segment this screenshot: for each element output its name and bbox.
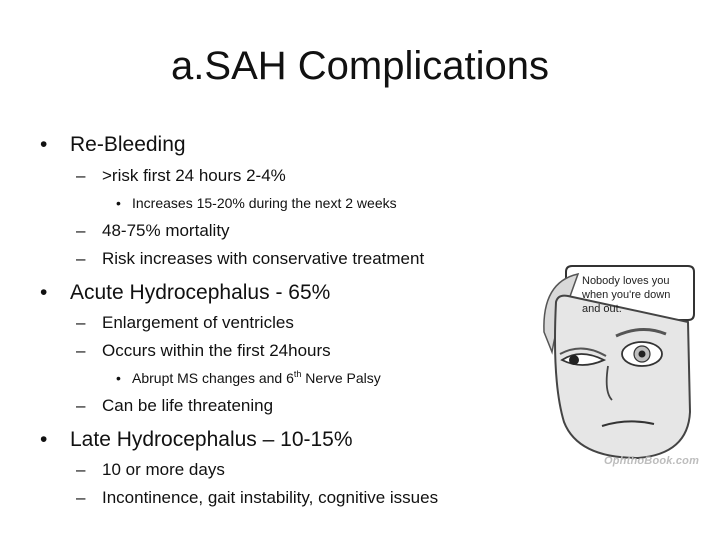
sub-bullet-conservative: – Risk increases with conservative treatment: [76, 249, 425, 268]
sub-bullet-ventricles: – Enlargement of ventricles: [76, 313, 294, 332]
speech-bubble-text: Nobody loves you when you're down and out.: [582, 275, 671, 315]
sub-bullet-first-24hours: – Occurs within the first 24hours: [76, 341, 331, 360]
sub-bullet-10-days: – 10 or more days: [76, 460, 225, 479]
sub-bullet-mortality: – 48-75% mortality: [76, 221, 230, 240]
sub-bullet-incontinence: – Incontinence, gait instability, cognitive issues: [76, 488, 439, 507]
bullet-acute-hydrocephalus: • Acute Hydrocephalus - 65%: [40, 281, 331, 304]
sub-sub-bullet-ms-changes: • Abrupt MS changes and 6th Nerve Palsy: [116, 369, 381, 386]
bullet-late-hydrocephalus: • Late Hydrocephalus – 10-15%: [40, 428, 353, 451]
face: [555, 296, 690, 458]
sub-bullet-risk-first-24h: – >risk first 24 hours 2-4%: [76, 166, 286, 185]
bullet-re-bleeding: • Re-Bleeding: [40, 133, 186, 156]
watermark-text: OphthoBook.com: [604, 455, 700, 467]
sub-bullet-life-threatening: – Can be life threatening: [76, 396, 274, 415]
slide-title: a.SAH Complications: [171, 44, 549, 88]
sub-sub-bullet-increases: • Increases 15-20% during the next 2 weeks: [116, 195, 397, 211]
